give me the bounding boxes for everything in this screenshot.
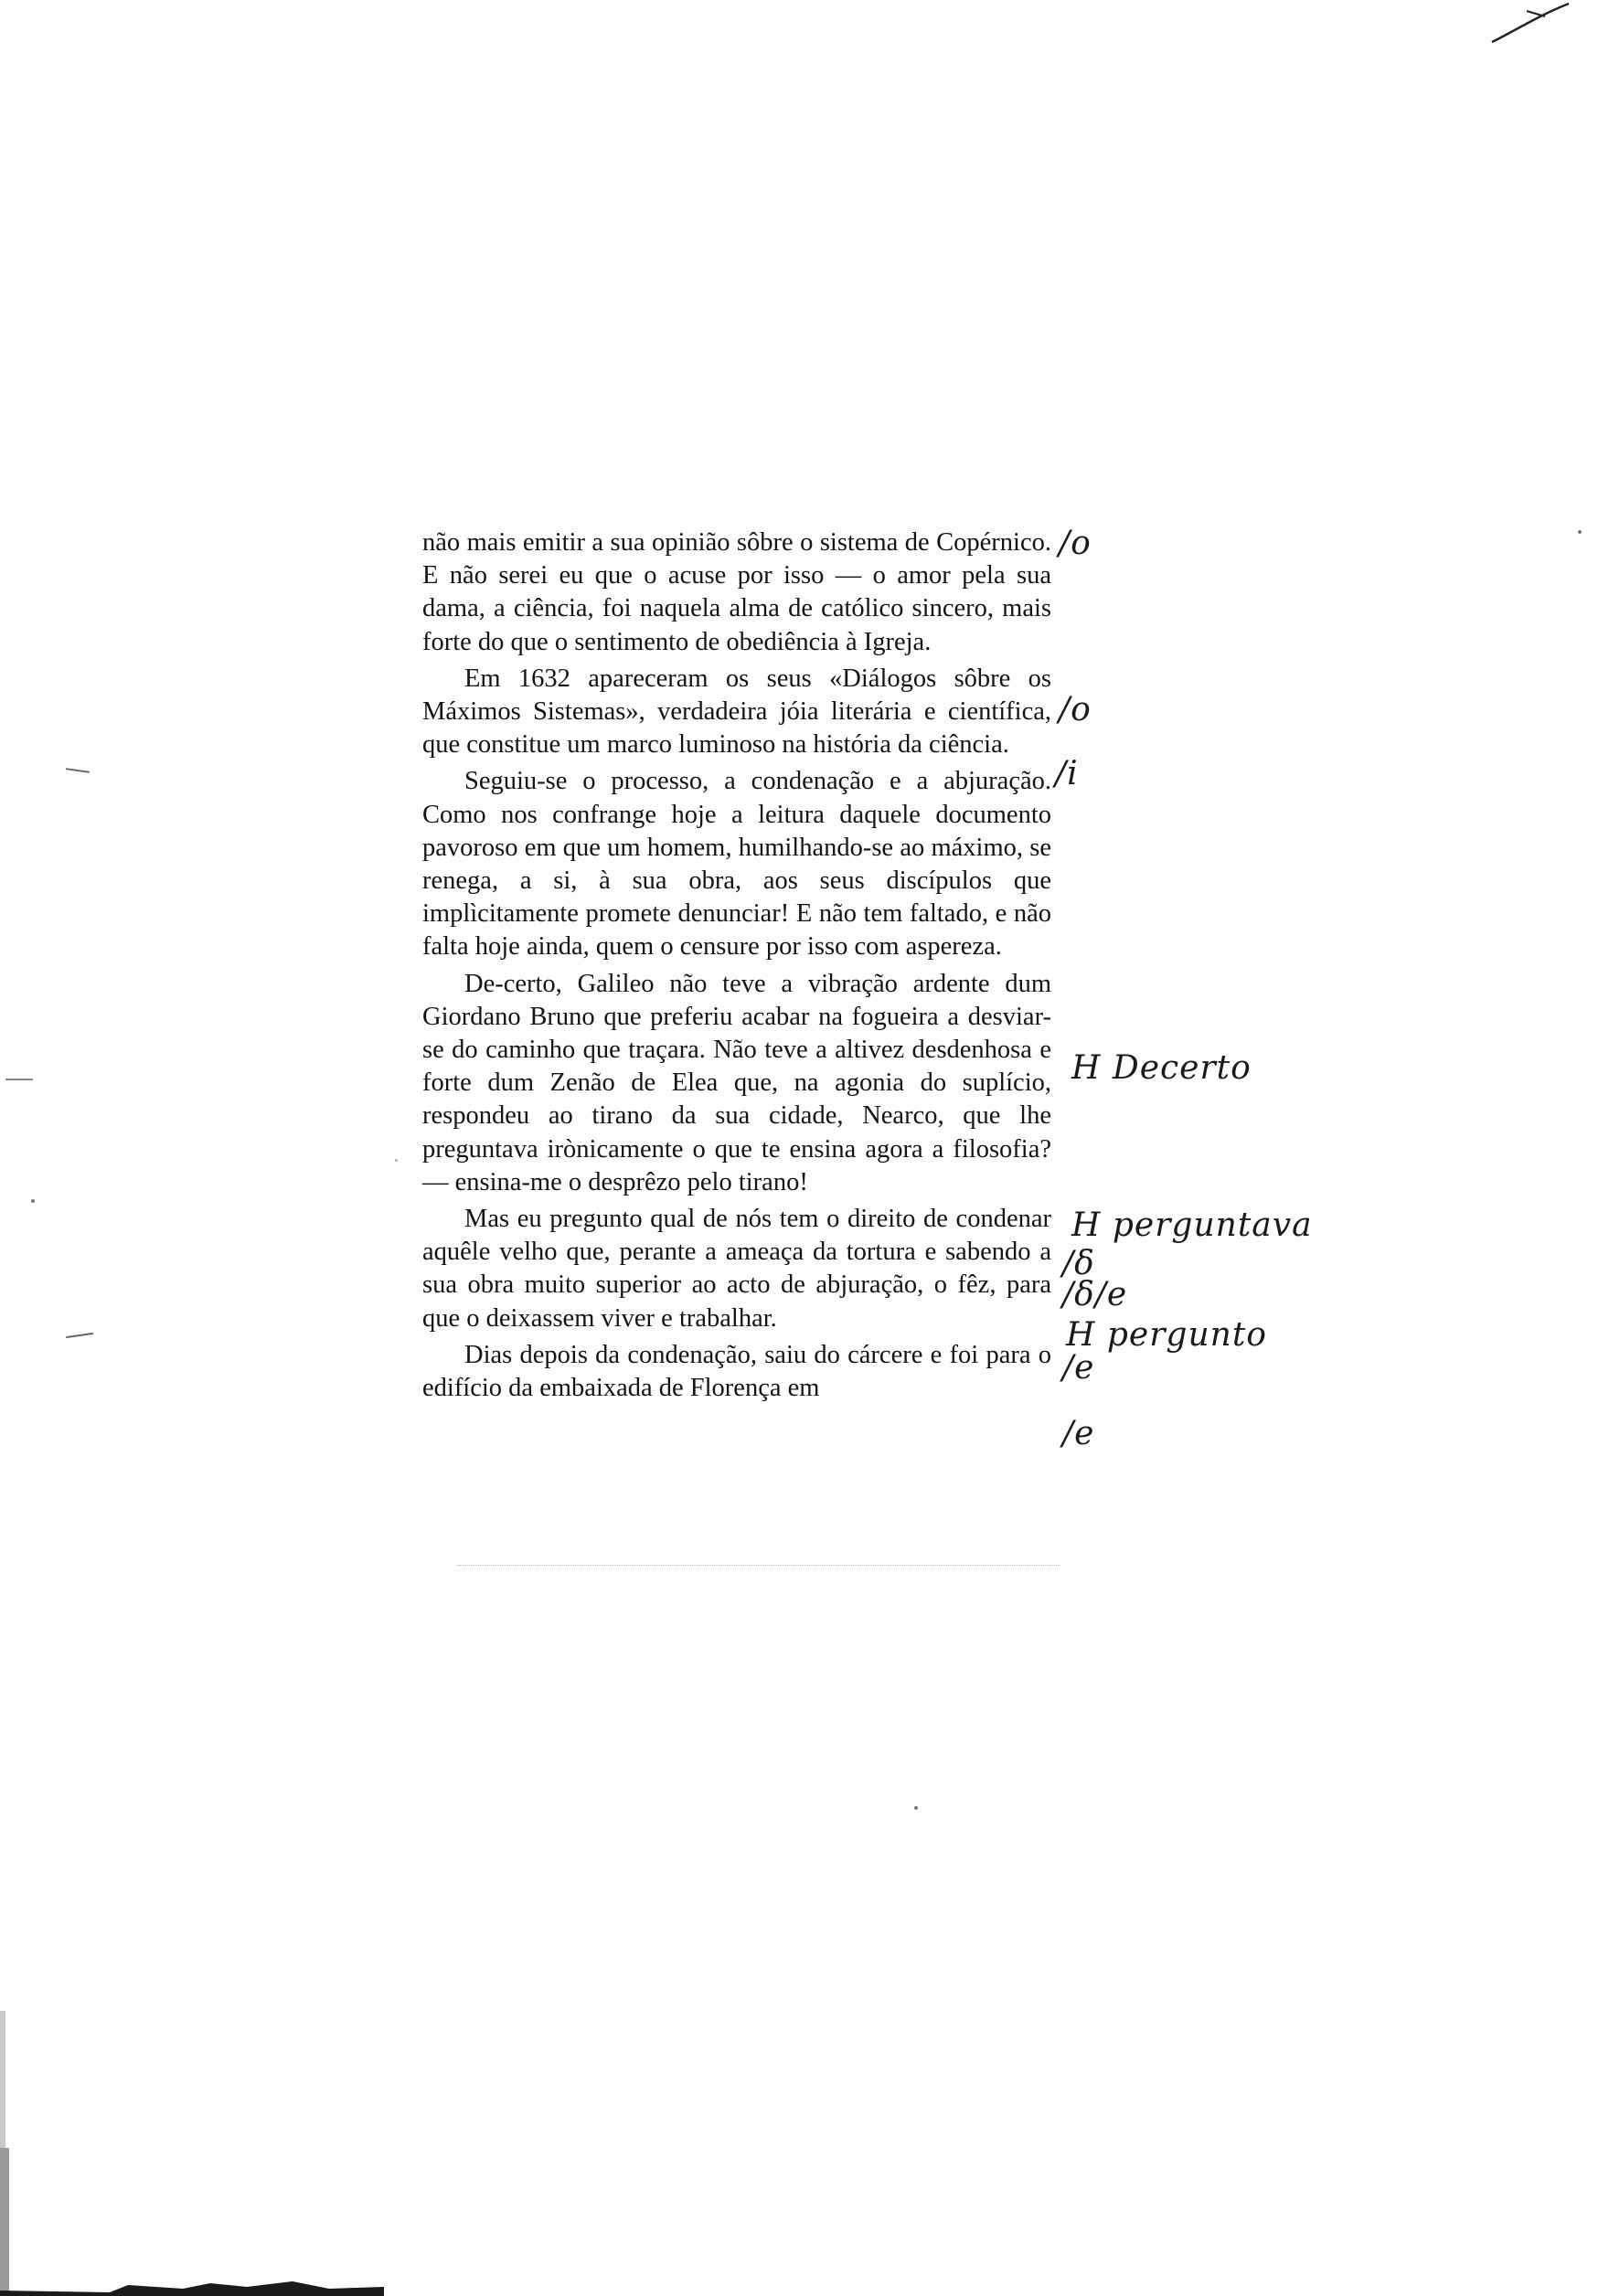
margin-tick-2 bbox=[5, 1079, 33, 1080]
margin-annotations bbox=[1051, 0, 1326, 2296]
margin-note-4: H Decerto bbox=[1071, 1049, 1252, 1087]
margin-note-10: /e bbox=[1062, 1415, 1095, 1452]
speck bbox=[395, 1159, 398, 1162]
paragraph-5: Mas eu pregunto qual de nós tem o direito de condenar aquêle velho que, perante a ameaça da tortura e sabendo a sua obra muito superior ao acto de abjuração, o fêz, para que o deixassem viver e trabalhar. bbox=[422, 1205, 1051, 1333]
margin-note-3: /i bbox=[1055, 755, 1079, 792]
margin-note-1: /o bbox=[1059, 525, 1092, 562]
paragraph-4: De-certo, Galileo não teve a vibração ardente dum Giordano Bruno que preferiu acabar na fogueira a desviar-se do caminho que traçara. Não teve a altivez desdenhosa e forte dum Zenão de Elea que, na agonia do suplício, respondeu ao tirano da sua cidade, Nearco, que lhe preguntava irònicamente o que te ensina agora a filosofia? — ensina-me o desprêzo pelo tirano! bbox=[422, 969, 1051, 1196]
left-edge-texture bbox=[0, 0, 13, 2296]
scan-left-edge bbox=[0, 0, 13, 2296]
margin-note-6: /δ bbox=[1062, 1245, 1095, 1282]
paragraph-2: Em 1632 apareceram os seus «Diálogos sôbre os Máximos Sistemas», verdadeira jóia literária e científica, que constitue um marco luminoso na história da ciência. bbox=[422, 664, 1051, 760]
margin-note-2: /o bbox=[1059, 691, 1092, 728]
scan-bottom-edge bbox=[0, 2269, 384, 2296]
paragraph-6: Dias depois da condenação, saiu do cárcere e foi para o edifício da embaixada de Florença em bbox=[422, 1340, 1051, 1403]
corner-check-mark bbox=[1490, 2, 1572, 52]
paragraph-3: Seguiu-se o processo, a condenação e a abjuração. Como nos confrange hoje a leitura daquele documento pavoroso em que um homem, humilhando-se ao máximo, se renega, a si, à sua obra, aos seus discípulos que implìcitamente promete denunciar! E não tem faltado, e não falta hoje ainda, quem o censure por isso com aspereza. bbox=[422, 767, 1051, 962]
speck bbox=[31, 1199, 35, 1203]
margin-note-8: H pergunto bbox=[1066, 1316, 1267, 1354]
speck bbox=[1578, 530, 1582, 534]
body-text bbox=[422, 526, 1051, 1408]
margin-note-5: H perguntava bbox=[1071, 1206, 1313, 1244]
margin-note-9: /e bbox=[1062, 1349, 1095, 1387]
speck bbox=[914, 1806, 918, 1810]
margin-tick-1 bbox=[66, 768, 90, 773]
bottom-dotted-rule bbox=[457, 1565, 1060, 1566]
margin-note-7: /δ/e bbox=[1062, 1276, 1128, 1313]
margin-tick-3 bbox=[66, 1333, 93, 1338]
paragraph-1: não mais emitir a sua opinião sôbre o sistema de Copérnico. E não serei eu que o acuse por isso — o amor pela sua dama, a ciência, foi naquela alma de católico sincero, mais forte do que o sentimento de obediência à Igreja. bbox=[422, 528, 1051, 656]
